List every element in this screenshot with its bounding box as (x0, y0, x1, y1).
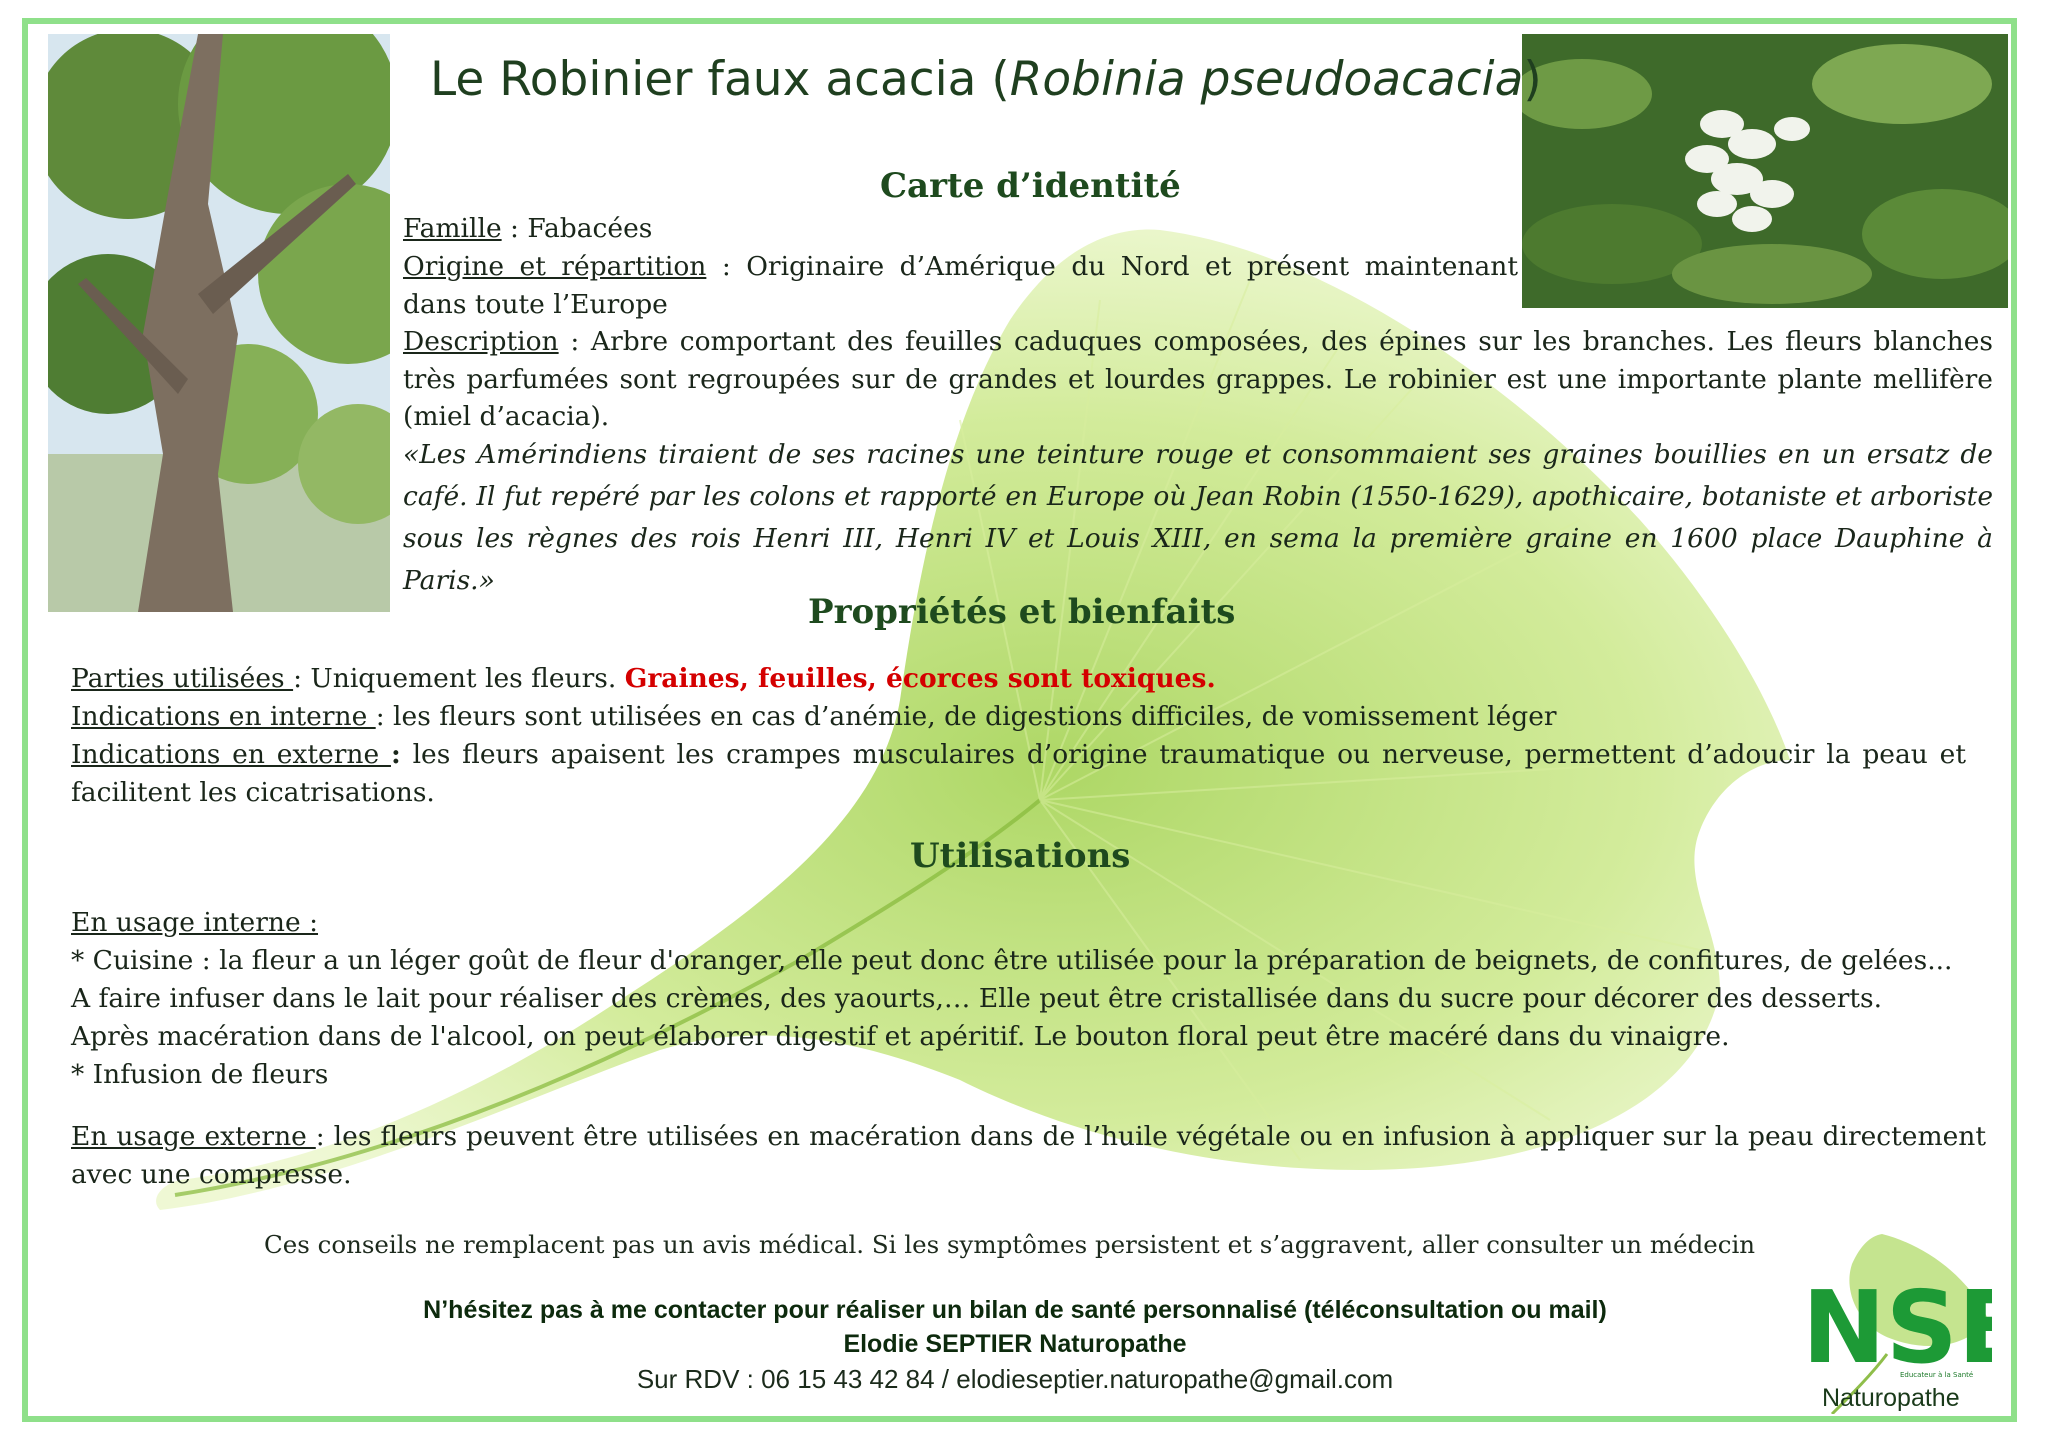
medical-disclaimer: Ces conseils ne remplacent pas un avis médical. Si les symptômes persistent et s’aggravent, aller consulter un médecin (264, 1230, 1756, 1259)
usage-interne-label: En usage interne : (71, 907, 319, 938)
externe-indications-label: Indications en externe (71, 739, 391, 770)
uses-heading: Utilisations (910, 836, 1131, 876)
latin-name: Robinia pseudoacacia (1009, 52, 1524, 107)
logo-letters: NSE (1802, 1269, 1992, 1386)
properties-heading: Propriétés et bienfaits (808, 592, 1236, 632)
identity-heading: Carte d’identité (880, 166, 1181, 206)
usage-line-maceration: Après macération dans de l'alcool, on peut élaborer digestif et apéritif. Le bouton floral peut être macéré dans du vinaigre. (71, 1021, 1730, 1052)
tree-photo (48, 34, 390, 612)
logo-caption: Naturopathe (1822, 1384, 1960, 1412)
logo-small-text: Educateur à la Santé (1900, 1371, 1974, 1379)
usage-line-infuser: A faire infuser dans le lait pour réaliser des crèmes, des yaourts,… Elle peut être cristallisée dans du sucre pour décorer des desserts. (71, 983, 1883, 1014)
usage-line-infusion: * Infusion de fleurs (71, 1059, 329, 1090)
page-title: Le Robinier faux acacia (Robinia pseudoacacia) (430, 52, 1542, 107)
toxicity-warning: Graines, feuilles, écorces sont toxiques. (624, 663, 1216, 694)
description-paragraph: Description : Arbre comportant des feuilles caduques composées, des épines sur les branches. Les fleurs blanches très parfumées sont regroupées sur de grandes et lourdes grappes. Le robinier est une importante plante mellifère (miel d’acacia). (403, 326, 1993, 432)
parties-line: Parties utilisées : Uniquement les fleurs. Graines, feuilles, écorces sont toxiques. (71, 663, 1216, 694)
history-quote: «Les Amérindiens tiraient de ses racines une teinture rouge et consommaient ses graines bouillies en un ersatz de café. Il fut repéré par les colons et rapporté en Europe où Jean Robin (1550-1629), apothicaire, botaniste et arboriste sous les règnes des rois Henri III, Henri IV et Louis XIII, en sema la première graine en 1600 place Dauphine à Paris.» (403, 439, 1993, 596)
interne-indications-line: Indications en interne : les fleurs sont utilisées en cas d’anémie, de digestions difficiles, de vomissement léger (71, 701, 1557, 732)
parties-label: Parties utilisées (71, 663, 294, 694)
flower-photo (1522, 34, 2008, 308)
contact-details: Sur RDV : 06 15 43 42 84 / elodieseptier.naturopathe@gmail.com (636, 1364, 1394, 1394)
description-label: Description (403, 326, 559, 357)
contact-invitation: N’hésitez pas à me contacter pour réaliser un bilan de santé personnalisé (téléconsultation ou mail) (423, 1296, 1607, 1324)
usage-line-cuisine: * Cuisine : la fleur a un léger goût de fleur d'oranger, elle peut donc être utilisée pour la préparation de beignets, de confitures, de gelées... (71, 945, 1953, 976)
usage-externe-paragraph: En usage externe : les fleurs peuvent être utilisées en macération dans de l’huile végétale ou en infusion à appliquer sur la peau directement avec une compresse. (71, 1121, 1986, 1190)
usage-externe-label: En usage externe (71, 1121, 316, 1152)
famille-line: Famille : Fabacées (403, 213, 653, 244)
externe-indications-paragraph: Indications en externe : les fleurs apaisent les crampes musculaires d’origine traumatique ou nerveuse, permettent d’adoucir la peau et facilitent les cicatrisations. (71, 739, 1966, 808)
contact-name: Elodie SEPTIER Naturopathe (843, 1330, 1187, 1358)
origine-label: Origine et répartition (403, 251, 707, 282)
interne-indications-label: Indications en interne (71, 701, 376, 732)
origine-line: Origine et répartition : Originaire d’Amérique du Nord et présent maintenant dans toute l’Europe (403, 251, 1518, 320)
nse-logo (1792, 1234, 1992, 1414)
famille-label: Famille (403, 213, 502, 244)
